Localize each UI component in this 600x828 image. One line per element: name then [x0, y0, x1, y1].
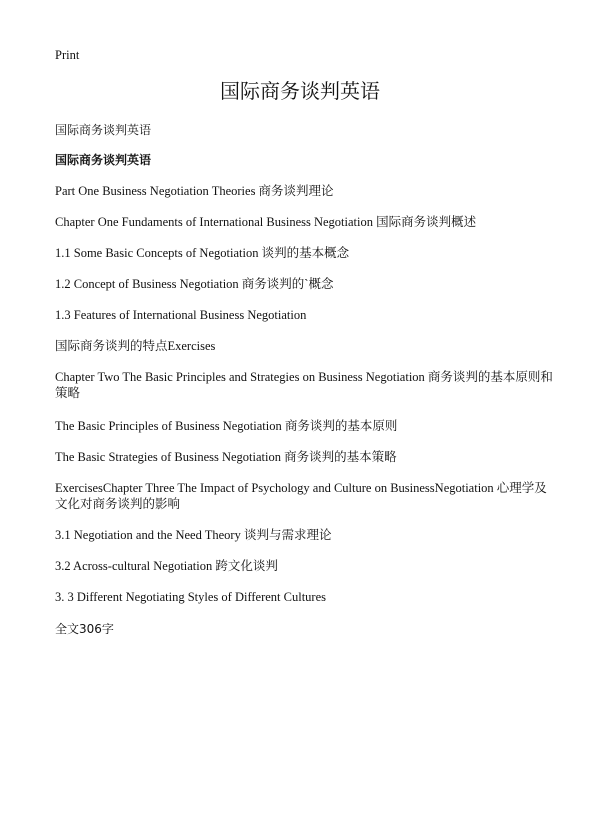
- doc-line-chapter-one: Chapter One Fundaments of International Business Negotiation 国际商务谈判概述: [55, 215, 477, 229]
- doc-line-features-exercises: 国际商务谈判的特点Exercises: [55, 339, 216, 353]
- doc-line-section-1-1: 1.1 Some Basic Concepts of Negotiation 谈判的基本概念: [55, 246, 350, 260]
- doc-line-chapter-two: Chapter Two The Basic Principles and Strategies on Business Negotiation 商务谈判的基本原则和策略: [55, 370, 553, 400]
- doc-line-section-3-2: 3.2 Across-cultural Negotiation 跨文化谈判: [55, 559, 278, 573]
- doc-line-bold-heading: 国际商务谈判英语: [55, 153, 152, 167]
- doc-line-basic-principles: The Basic Principles of Business Negotiation 商务谈判的基本原则: [55, 419, 398, 433]
- doc-line-basic-strategies: The Basic Strategies of Business Negotiation 商务谈判的基本策略: [55, 450, 397, 464]
- print-label: Print: [55, 48, 80, 62]
- document-title: 国际商务谈判英语: [220, 79, 380, 103]
- doc-line-section-1-3: 1.3 Features of International Business Negotiation: [55, 308, 307, 322]
- doc-line-word-count: 全文306字: [55, 622, 114, 636]
- doc-line-subtitle: 国际商务谈判英语: [55, 123, 152, 137]
- doc-line-section-1-2: 1.2 Concept of Business Negotiation 商务谈判的`概念: [55, 277, 334, 291]
- doc-line-section-3-3: 3. 3 Different Negotiating Styles of Different Cultures: [55, 590, 327, 604]
- doc-line-chapter-three: ExercisesChapter Three The Impact of Psychology and Culture on BusinessNegotiation 心理学及文化对商务谈判的影响: [55, 481, 547, 511]
- doc-line-section-3-1: 3.1 Negotiation and the Need Theory 谈判与需求理论: [55, 528, 332, 542]
- doc-line-part-one: Part One Business Negotiation Theories 商务谈判理论: [55, 184, 334, 198]
